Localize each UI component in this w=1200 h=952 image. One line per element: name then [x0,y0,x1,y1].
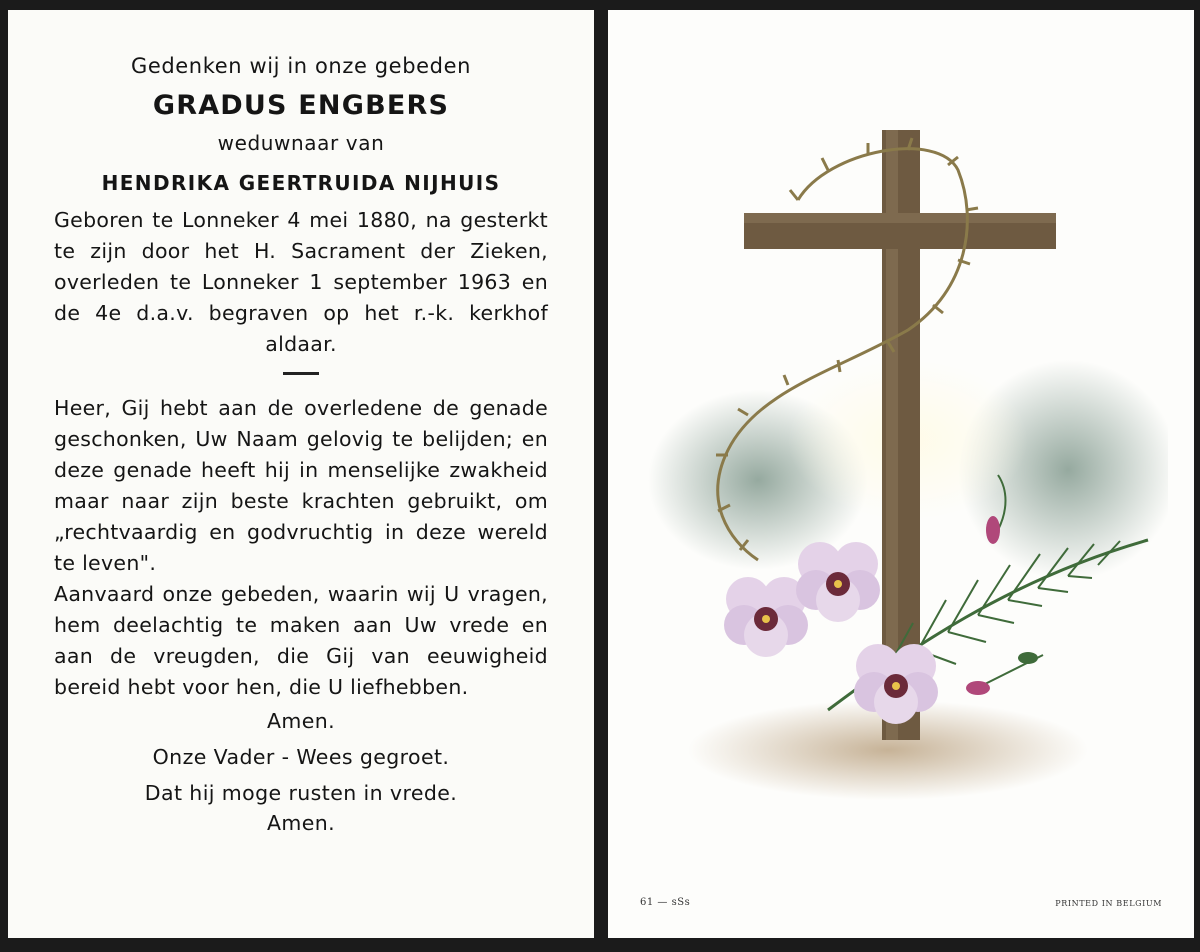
prayer-paragraph-2: Aanvaard onze gebeden, waarin wij U vragen, hem deelachtig te maken aan Uw vrede en aan de vreugden, die Gij van eeuwigheid bereid hebt voor hen, die U liefhebben. [54,582,548,699]
cross-illustration [648,110,1168,810]
deceased-name: GRADUS ENGBERS [152,90,450,121]
closing-lines [54,709,548,835]
text-content [8,10,594,835]
biography: Geboren te Lonneker 4 mei 1880, na gesterkt te zijn door het H. Sacrament der Zieken, overleden te Lonneker 1 september 1963 en de 4e d.a.v. begraven op het r.-k. kerkhof aldaar. [54,208,548,356]
card-number: 61 — sSs [640,897,691,908]
memorial-card-image-side [608,10,1194,938]
rest-in-peace-line: Dat hij moge rusten in vrede. [144,781,458,805]
relation-line: weduwnaar van [217,131,385,155]
printed-note: PRINTED IN BELGIUM [1055,899,1162,908]
prayer-text [54,393,548,703]
our-father-line: Onze Vader - Wees gegroet. [152,745,450,769]
prayer-paragraph-1: Heer, Gij hebt aan de overledene de genade geschonken, Uw Naam gelovig te belijden; en deze genade heeft hij in menselijke zwakheid maar naar zijn beste krachten gebruikt, om „rechtvaardig en godvruchtig in deze wereld te leven". [54,396,548,575]
intro-line: Gedenken wij in onze gebeden [130,54,472,78]
memorial-card-text-side [8,10,594,938]
spouse-name: HENDRIKA GEERTRUIDA NIJHUIS [101,171,501,195]
amen-1: Amen. [266,709,336,733]
amen-2: Amen. [266,811,336,835]
divider [283,372,319,375]
